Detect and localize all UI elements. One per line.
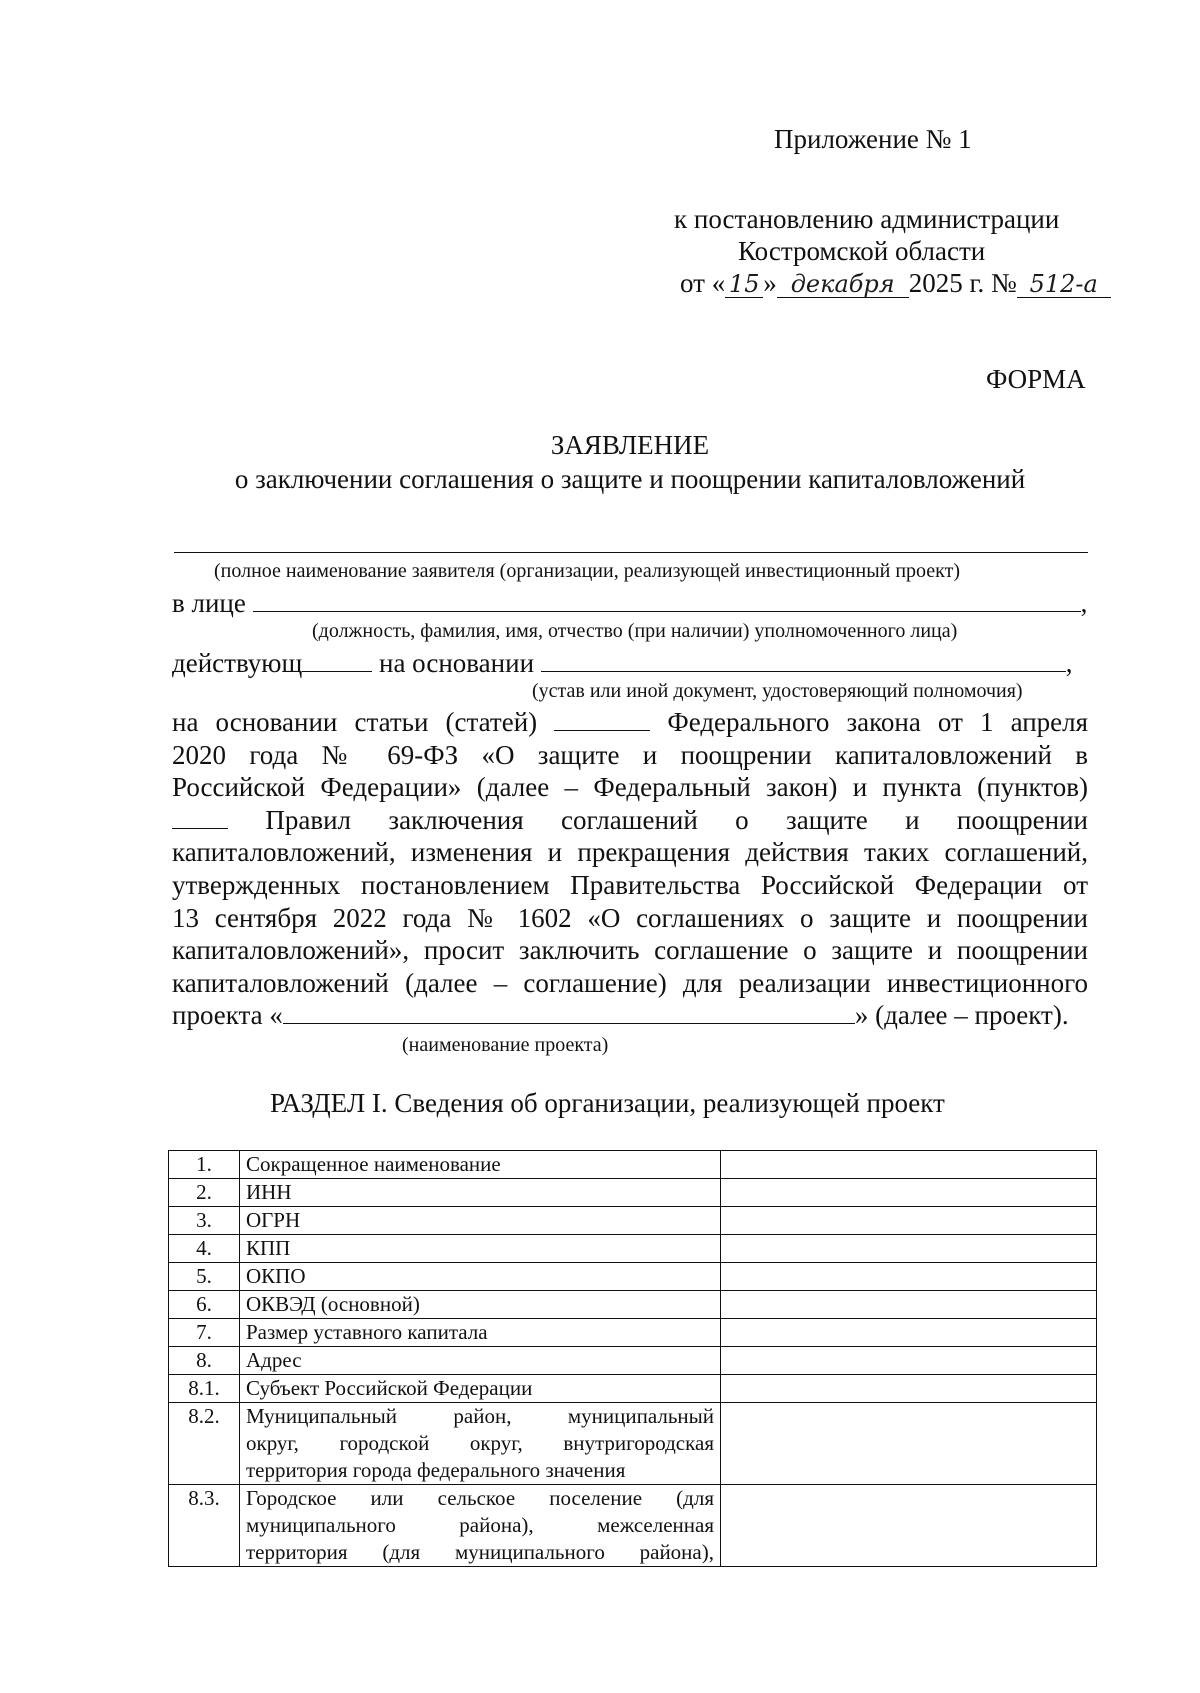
table-row <box>169 1375 1097 1403</box>
basis-document-field[interactable] <box>541 649 1066 672</box>
representative-field[interactable] <box>253 589 1081 612</box>
body-line-1a: на основании статьи (статей) <box>172 707 538 737</box>
section-title: РАЗДЕЛ I. Сведения об организации, реализующей проект <box>270 1088 945 1118</box>
row-value-cell[interactable] <box>721 1151 1097 1179</box>
row-number: 8. <box>169 1347 240 1375</box>
organization-info-table <box>168 1150 1097 1567</box>
row-number: 6. <box>169 1291 240 1319</box>
acting-label: действующ <box>172 648 303 678</box>
date-year: 2025 г. № <box>908 268 1017 298</box>
row-label-line: округ, городской округ, внутригородская <box>246 1431 714 1455</box>
row-value-cell[interactable] <box>721 1347 1097 1375</box>
row-label-line: муниципального района), межселенная <box>246 1513 714 1537</box>
row-value-cell[interactable] <box>721 1207 1097 1235</box>
caption-representative: (должность, фамилия, имя, отчество (при наличии) уполномоченного лица) <box>312 620 958 642</box>
acting-line: действующ на основании , <box>172 648 1073 678</box>
table-row <box>169 1291 1097 1319</box>
body-line-2: 2020 года № 69-ФЗ «О защите и поощрении капиталовложений в <box>172 739 1088 770</box>
row-value-cell[interactable] <box>721 1485 1097 1567</box>
row-label-line: Муниципальный район, муниципальный <box>246 1404 714 1428</box>
body-line-10b: » (далее – проект). <box>854 1000 1069 1031</box>
row-value-cell[interactable] <box>721 1403 1097 1485</box>
decree-date-line <box>680 268 1111 299</box>
table-row <box>169 1179 1097 1207</box>
body-line-10a: проекта « <box>172 1000 283 1031</box>
row-label-line: территория города федерального значения <box>246 1458 626 1482</box>
row-label: Адрес <box>240 1347 721 1375</box>
applicant-name-field[interactable] <box>174 552 1088 553</box>
row-number: 1. <box>169 1151 240 1179</box>
row-label: Сокращенное наименование <box>240 1151 721 1179</box>
body-line-3: Российской Федерации» (далее – Федеральный закон) и пункта (пунктов) <box>172 772 1088 803</box>
caption-project: (наименование проекта) <box>402 1034 609 1056</box>
decree-line-1: к постановлению администрации <box>674 204 1060 234</box>
row-number: 5. <box>169 1263 240 1291</box>
table-row <box>169 1151 1097 1179</box>
row-label: КПП <box>240 1235 721 1263</box>
row-label <box>240 1485 721 1567</box>
row-label: ОГРН <box>240 1207 721 1235</box>
row-number: 7. <box>169 1319 240 1347</box>
appendix-label: Приложение № 1 <box>774 124 972 154</box>
row-number: 8.1. <box>169 1375 240 1403</box>
body-line-10 <box>172 999 1088 1032</box>
law-articles-field[interactable] <box>554 708 650 731</box>
row-label: Субъект Российской Федерации <box>240 1375 721 1403</box>
rules-items-field[interactable] <box>172 806 228 829</box>
row-label-line: территория (для муниципального района), <box>246 1540 714 1564</box>
table-row <box>169 1319 1097 1347</box>
body-line-1 <box>172 706 1088 739</box>
table-row <box>169 1485 1097 1567</box>
row-label <box>240 1403 721 1485</box>
body-line-6: утвержденных постановлением Правительства Российской Федерации от <box>172 869 1088 900</box>
row-number: 2. <box>169 1179 240 1207</box>
body-line-4-text: Правил заключения соглашений о защите и поощрении <box>265 804 1088 835</box>
body-paragraph <box>172 706 1088 1032</box>
row-value-cell[interactable] <box>721 1375 1097 1403</box>
row-value-cell[interactable] <box>721 1179 1097 1207</box>
row-label: ОКПО <box>240 1263 721 1291</box>
row-number: 8.3. <box>169 1485 240 1567</box>
row-value-cell[interactable] <box>721 1235 1097 1263</box>
table-row <box>169 1235 1097 1263</box>
handwritten-decree-number: 512-а <box>1017 271 1111 298</box>
body-line-7: 13 сентября 2022 года № 1602 «О соглашениях о защите и поощрении <box>172 902 1088 933</box>
row-value-cell[interactable] <box>721 1319 1097 1347</box>
date-prefix: от « <box>680 268 726 298</box>
decree-line-2: Костромской области <box>738 236 986 266</box>
handwritten-month: декабря <box>777 271 909 298</box>
in-person-label: в лице <box>172 588 246 618</box>
row-value-cell[interactable] <box>721 1263 1097 1291</box>
table-row <box>169 1207 1097 1235</box>
row-label-line: Городское или сельское поселение (для <box>246 1486 714 1510</box>
table-row <box>169 1403 1097 1485</box>
handwritten-day: 15 <box>725 271 763 298</box>
body-line-8: капиталовложений», просит заключить соглашение о защите и поощрении <box>172 935 1088 966</box>
row-number: 8.2. <box>169 1403 240 1485</box>
acting-ending-field[interactable] <box>302 649 372 672</box>
body-line-5: капиталовложений, изменения и прекращения действия таких соглашений, <box>172 837 1088 868</box>
basis-label: на основании <box>379 648 535 678</box>
table-row <box>169 1263 1097 1291</box>
date-mid: » <box>763 268 777 298</box>
row-number: 4. <box>169 1235 240 1263</box>
caption-applicant: (полное наименование заявителя (организации, реализующей инвестиционный проект) <box>214 560 961 582</box>
body-line-1b: Федерального закона от 1 апреля <box>667 707 1088 737</box>
table-row <box>169 1347 1097 1375</box>
document-subtitle: о заключении соглашения о защите и поощрении капиталовложений <box>234 464 1026 494</box>
in-person-line: в лице , <box>172 588 1088 618</box>
project-name-field[interactable] <box>283 1001 855 1024</box>
forma-label: ФОРМА <box>986 364 1086 394</box>
row-number: 3. <box>169 1207 240 1235</box>
document-title: ЗАЯВЛЕНИЕ <box>550 430 710 460</box>
row-label: Размер уставного капитала <box>240 1319 721 1347</box>
row-label: ИНН <box>240 1179 721 1207</box>
body-line-9: капиталовложений (далее – соглашение) для реализации инвестиционного <box>172 967 1088 998</box>
row-value-cell[interactable] <box>721 1291 1097 1319</box>
body-line-4 <box>172 804 1088 837</box>
row-label: ОКВЭД (основной) <box>240 1291 721 1319</box>
caption-basis: (устав или иной документ, удостоверяющий полномочия) <box>532 680 1023 702</box>
